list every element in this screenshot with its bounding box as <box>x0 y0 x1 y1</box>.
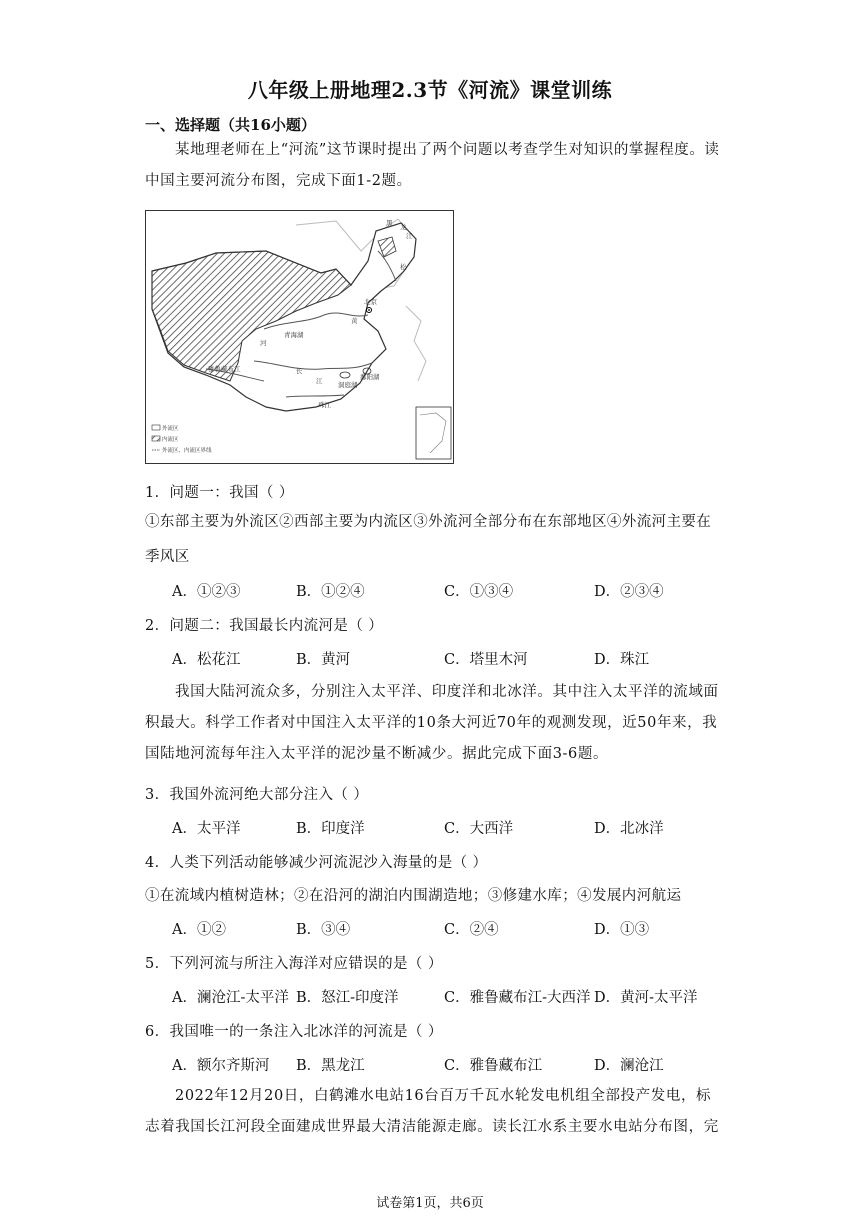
option-a[interactable]: A．松花江 <box>172 652 241 668</box>
option-b[interactable]: B．怒江-印度洋 <box>296 990 399 1006</box>
option-d[interactable]: D．澜沧江 <box>594 1058 664 1074</box>
option-c[interactable]: C．②④ <box>444 922 499 938</box>
map-label-huang: 黄 <box>351 317 358 325</box>
section-title: 一、选择题（共16小题） <box>145 116 316 134</box>
question-3-stem: 3．我国外流河绝大部分注入（ ） <box>145 787 369 803</box>
option-b[interactable]: B．①②④ <box>296 584 365 600</box>
legend-boundary: 外流区、内流区界线 <box>162 448 212 454</box>
intro-paragraph-1: 某地理老师在上“河流”这节课时提出了两个问题以考查学生对知识的掌握程度。读中国主要河流分布图，完成下面1-2题。 <box>145 142 720 189</box>
map-svg <box>146 211 453 463</box>
option-b[interactable]: B．③④ <box>296 922 351 938</box>
option-a[interactable]: A．额尔齐斯河 <box>172 1058 270 1074</box>
option-a[interactable]: A．澜沧江-太平洋 <box>172 990 289 1006</box>
map-label-jiang: 江 <box>406 232 413 240</box>
question-4-stem: 4．人类下列活动能够减少河流泥沙入海量的是（ ） <box>145 855 488 871</box>
option-d[interactable]: D．①③ <box>594 922 650 938</box>
option-c[interactable]: C．雅鲁藏布江-大西洋 <box>444 990 591 1006</box>
option-a[interactable]: A．太平洋 <box>172 821 241 837</box>
question-4-statement: ①在流域内植树造林；②在沿河的湖泊内围湖造地；③修建水库；④发展内河航运 <box>145 888 682 904</box>
map-label-beijing: 北京 <box>364 298 377 306</box>
map-label-song: 松 <box>400 263 407 271</box>
china-river-map <box>145 210 454 464</box>
question-6-stem: 6．我国唯一的一条注入北冰洋的河流是（ ） <box>145 1024 443 1040</box>
map-label-dongting: 洞庭湖 <box>338 381 358 389</box>
question-1-statement: ①东部主要为外流区②西部主要为内流区③外流河全部分布在东部地区④外流河主要在季风区 <box>145 514 712 565</box>
option-b[interactable]: B．黑龙江 <box>296 1058 365 1074</box>
option-d[interactable]: D．珠江 <box>594 652 650 668</box>
legend-inland: 内流区 <box>162 437 179 443</box>
map-legend <box>152 424 212 454</box>
legend-outflow: 外流区 <box>162 426 179 432</box>
option-d[interactable]: D．北冰洋 <box>594 821 664 837</box>
option-c[interactable]: C．①③④ <box>444 584 514 600</box>
option-c[interactable]: C．塔里木河 <box>444 652 528 668</box>
map-label-long: 龙 <box>400 223 407 231</box>
map-label-yarlung: 雅鲁藏布江 <box>208 365 241 373</box>
map-label-he: 河 <box>260 339 267 347</box>
map-label-chang: 长 <box>296 367 303 375</box>
page-footer: 试卷第1页，共6页 <box>376 1196 484 1211</box>
intro-paragraph-3: 2022年12月20日，白鹤滩水电站16台百万千瓦水轮发电机组全部投产发电，标志着我国长江河段全面建成世界最大清洁能源走廊。读长江水系主要水电站分布图，完 <box>145 1088 719 1135</box>
map-label-jiang2: 江 <box>316 377 323 385</box>
map-label-qinghai: 青海湖 <box>284 331 304 339</box>
option-a[interactable]: A．①② <box>172 922 226 938</box>
option-c[interactable]: C．雅鲁藏布江 <box>444 1058 543 1074</box>
option-d[interactable]: D．②③④ <box>594 584 664 600</box>
option-b[interactable]: B．黄河 <box>296 652 351 668</box>
question-5-stem: 5．下列河流与所注入海洋对应错误的是（ ） <box>145 956 443 972</box>
question-2-stem: 2．问题二：我国最长内流河是（ ） <box>145 618 384 634</box>
option-c[interactable]: C．大西洋 <box>444 821 514 837</box>
option-a[interactable]: A．①②③ <box>172 584 241 600</box>
map-label-poyang: 鄱阳湖 <box>360 373 380 381</box>
map-label-hei: 黑 <box>386 219 393 227</box>
page-title: 八年级上册地理2.3节《河流》课堂训练 <box>247 78 613 102</box>
intro-paragraph-2: 我国大陆河流众多，分别注入太平洋、印度洋和北冰洋。其中注入太平洋的流域面积最大。科学工作者对中国注入太平洋的10条大河近70年的观测发现，近50年来，我国陆地河流每年注入太平洋的泥沙量不断减少。据此完成下面3-6题。 <box>145 684 719 762</box>
question-1-stem: 1．问题一：我国（ ） <box>145 485 294 501</box>
option-d[interactable]: D．黄河-太平洋 <box>594 990 698 1006</box>
option-b[interactable]: B．印度洋 <box>296 821 365 837</box>
map-label-zhujiang: 珠江 <box>318 401 331 409</box>
